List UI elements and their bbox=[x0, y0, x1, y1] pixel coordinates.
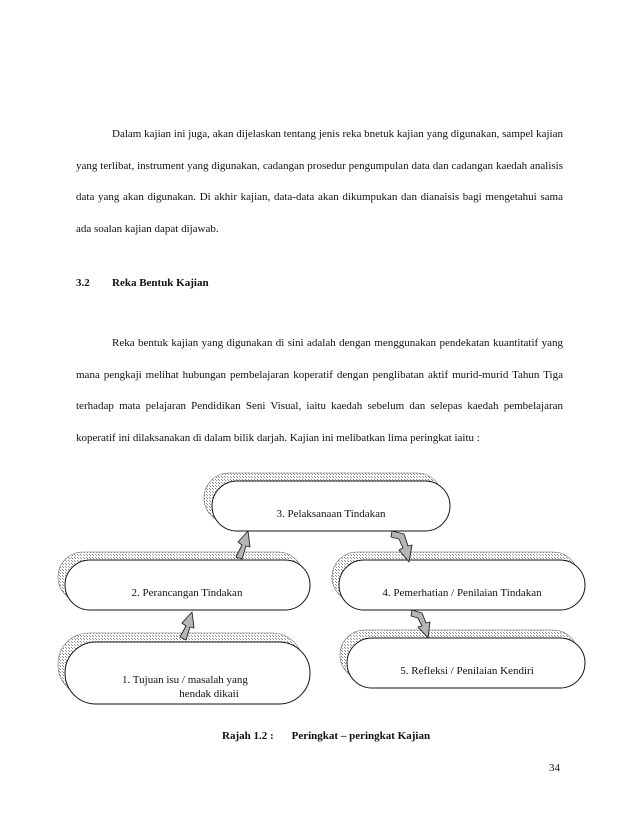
figure-caption-text: Peringkat – peringkat Kajian bbox=[291, 730, 431, 742]
research-stages-diagram bbox=[0, 470, 638, 720]
intro-paragraph: Dalam kajian ini juga, akan dijelaskan tentang jenis reka bnetuk kajian yang digunakan, sampel kajian yang terlibat, instrument yang digunakan, cadangan prosedur pengumpulan data dan cadangan kaedah analisis data yang akan digunakan. Di akhir kajian, data-data akan dikumpukan dan dianaisis bagi mengetahui sama ada soalan kajian dapat dijawab. bbox=[76, 128, 563, 235]
section-title: Reka Bentuk Kajian bbox=[112, 277, 209, 289]
stage-1-label-line-1: 1. Tujuan isu / masalah yang bbox=[122, 674, 248, 686]
stage-4-label: 4. Pemerhatian / Penilaian Tindakan bbox=[382, 587, 542, 599]
stage-3-box bbox=[204, 473, 450, 531]
figure-caption-label: Rajah 1.2 : bbox=[222, 730, 274, 742]
stage-2-label: 2. Perancangan Tindakan bbox=[131, 587, 243, 599]
design-paragraph: Reka bentuk kajian yang digunakan di sini adalah dengan menggunakan pendekatan kuantitatif yang mana pengkaji melihat hubungan pembelajaran koperatif dengan penglibatan aktif murid-murid Tahun Tiga terhadap mata pelajaran Pendidikan Seni Visual, iaitu kaedah sebelum dan selepas kaedah pembelajaran koperatif ini dilaksanakan di dalam bilik darjah. Kajian ini melibatkan lima peringkat iaitu : bbox=[76, 337, 563, 444]
stage-5-box bbox=[340, 630, 585, 688]
stage-2-box bbox=[58, 552, 310, 610]
page-number: 34 bbox=[549, 762, 560, 774]
stage-5-label: 5. Refleksi / Penilaian Kendiri bbox=[400, 665, 534, 677]
figure-caption bbox=[222, 730, 430, 742]
stage-4-box bbox=[332, 552, 585, 610]
stage-1-box bbox=[58, 633, 310, 704]
stage-1-label-line-2: hendak dikaii bbox=[179, 688, 239, 700]
section-number: 3.2 bbox=[76, 277, 90, 289]
stage-3-label: 3. Pelaksanaan Tindakan bbox=[276, 508, 386, 520]
